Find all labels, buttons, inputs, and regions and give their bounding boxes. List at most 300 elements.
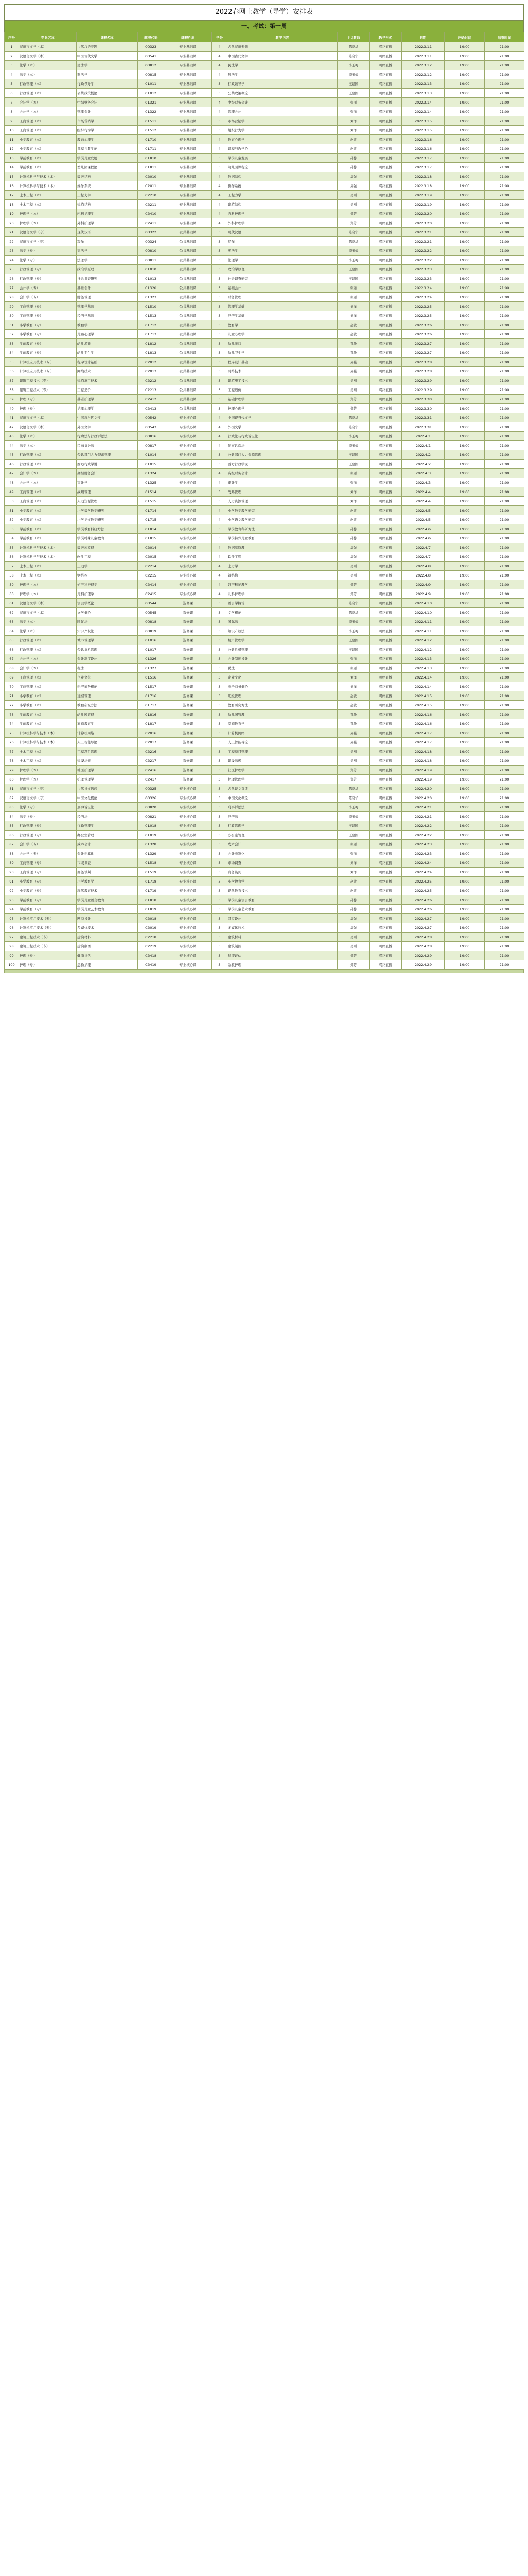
cell-major: 会计学（专）: [19, 283, 77, 293]
table-row: [5, 311, 524, 320]
cell-code: 02416: [138, 766, 164, 775]
cell-index: 45: [5, 450, 19, 460]
cell-credit: 3: [212, 237, 227, 246]
cell-end: 21:00: [485, 89, 524, 98]
cell-credit: 3: [212, 710, 227, 719]
cell-start: 19:00: [445, 747, 485, 756]
cell-mode: 网络直播: [370, 812, 402, 821]
cell-mode: 网络直播: [370, 274, 402, 283]
cell-teacher: 陈晓华: [338, 608, 370, 617]
cell-end: 21:00: [485, 831, 524, 840]
cell-code: 01017: [138, 645, 164, 654]
table-row: [5, 218, 524, 228]
cell-start: 19:00: [445, 831, 485, 840]
cell-code: 01513: [138, 311, 164, 320]
cell-mode: 网络直播: [370, 905, 402, 914]
cell-credit: 3: [212, 79, 227, 89]
cell-end: 21:00: [485, 348, 524, 358]
cell-type: 选修课: [164, 747, 212, 756]
cell-mode: 网络直播: [370, 636, 402, 645]
cell-major: 学前教育（专）: [19, 339, 77, 348]
cell-course: 学前特殊儿童教育: [77, 534, 138, 543]
cell-content: 行政管理学: [227, 821, 338, 831]
cell-content: 基础护理学: [227, 395, 338, 404]
cell-type: 专业核心课: [164, 506, 212, 515]
cell-course: 会计电算化: [77, 849, 138, 858]
cell-teacher: 郑芳: [338, 951, 370, 960]
cell-mode: 网络直播: [370, 506, 402, 515]
cell-end: 21:00: [485, 562, 524, 571]
cell-course: 国际法: [77, 617, 138, 626]
cell-content: 外国文学: [227, 422, 338, 432]
cell-index: 32: [5, 330, 19, 339]
table-row: [5, 497, 524, 506]
cell-mode: 网络直播: [370, 367, 402, 376]
cell-course: 税法: [77, 664, 138, 673]
cell-index: 22: [5, 237, 19, 246]
cell-credit: 4: [212, 52, 227, 61]
cell-mode: 网络直播: [370, 933, 402, 942]
cell-teacher: 王建国: [338, 460, 370, 469]
cell-credit: 3: [212, 766, 227, 775]
table-row: [5, 181, 524, 191]
cell-index: 33: [5, 339, 19, 348]
cell-type: 公共基础课: [164, 330, 212, 339]
cell-mode: 网络直播: [370, 784, 402, 793]
cell-end: 21:00: [485, 552, 524, 562]
cell-mode: 网络直播: [370, 664, 402, 673]
cell-code: 00322: [138, 228, 164, 237]
cell-content: 西方行政学说: [227, 460, 338, 469]
cell-credit: 3: [212, 320, 227, 330]
cell-credit: 3: [212, 89, 227, 98]
cell-course: 西方行政学说: [77, 460, 138, 469]
cell-course: 市场营销学: [77, 116, 138, 126]
cell-content: 知识产权法: [227, 626, 338, 636]
cell-teacher: 陈晓华: [338, 793, 370, 803]
table-row: [5, 385, 524, 395]
cell-start: 19:00: [445, 79, 485, 89]
col-header-date: 日期: [402, 32, 445, 42]
cell-date: 2022.3.19: [402, 200, 445, 209]
cell-code: 02010: [138, 172, 164, 181]
cell-date: 2022.4.17: [402, 738, 445, 747]
cell-course: 建设法规: [77, 756, 138, 766]
cell-course: 儿科护理学: [77, 589, 138, 599]
cell-teacher: 孙静: [338, 163, 370, 172]
cell-start: 19:00: [445, 951, 485, 960]
cell-credit: 4: [212, 181, 227, 191]
cell-start: 19:00: [445, 61, 485, 70]
cell-code: 02412: [138, 395, 164, 404]
cell-teacher: 吴刚: [338, 385, 370, 395]
cell-end: 21:00: [485, 710, 524, 719]
cell-major: 学前教育（本）: [19, 719, 77, 728]
cell-index: 94: [5, 905, 19, 914]
cell-index: 41: [5, 413, 19, 422]
cell-course: 财务管理: [77, 293, 138, 302]
cell-content: 会计电算化: [227, 849, 338, 858]
cell-end: 21:00: [485, 358, 524, 367]
cell-credit: 3: [212, 358, 227, 367]
cell-teacher: 赵敏: [338, 135, 370, 144]
cell-mode: 网络直播: [370, 107, 402, 116]
cell-major: 工商管理（本）: [19, 487, 77, 497]
cell-type: 选修课: [164, 756, 212, 766]
cell-course: 刑事诉讼法: [77, 803, 138, 812]
cell-major: 小学教育（专）: [19, 886, 77, 895]
cell-end: 21:00: [485, 868, 524, 877]
cell-start: 19:00: [445, 144, 485, 154]
cell-content: 文学概论: [227, 608, 338, 617]
cell-content: 经济学基础: [227, 311, 338, 320]
cell-end: 21:00: [485, 691, 524, 701]
cell-type: 公共基础课: [164, 395, 212, 404]
cell-index: 73: [5, 710, 19, 719]
cell-credit: 4: [212, 218, 227, 228]
cell-type: 公共基础课: [164, 311, 212, 320]
cell-date: 2022.4.26: [402, 905, 445, 914]
cell-teacher: 张丽: [338, 840, 370, 849]
cell-teacher: 孙静: [338, 895, 370, 905]
cell-mode: 网络直播: [370, 682, 402, 691]
cell-date: 2022.4.12: [402, 636, 445, 645]
cell-course: 计算机网络: [77, 728, 138, 738]
cell-major: 行政管理（专）: [19, 274, 77, 283]
cell-mode: 网络直播: [370, 330, 402, 339]
cell-credit: 3: [212, 460, 227, 469]
cell-start: 19:00: [445, 413, 485, 422]
cell-index: 93: [5, 895, 19, 905]
cell-index: 2: [5, 52, 19, 61]
cell-teacher: 陈晓华: [338, 413, 370, 422]
cell-date: 2022.4.15: [402, 701, 445, 710]
cell-mode: 网络直播: [370, 524, 402, 534]
cell-content: 办公室管理: [227, 831, 338, 840]
cell-start: 19:00: [445, 793, 485, 803]
cell-major: 护理（专）: [19, 960, 77, 970]
cell-start: 19:00: [445, 756, 485, 766]
cell-credit: 3: [212, 756, 227, 766]
cell-course: 工程力学: [77, 191, 138, 200]
cell-code: 00543: [138, 422, 164, 432]
cell-content: 软件工程: [227, 552, 338, 562]
cell-type: 选修课: [164, 664, 212, 673]
cell-credit: 3: [212, 228, 227, 237]
cell-course: 操作系统: [77, 181, 138, 191]
cell-date: 2022.4.17: [402, 728, 445, 738]
cell-code: 01324: [138, 469, 164, 478]
cell-major: 小学教育（本）: [19, 135, 77, 144]
cell-major: 计算机科学与技术（本）: [19, 738, 77, 747]
cell-type: 专业核心课: [164, 413, 212, 422]
cell-mode: 网络直播: [370, 691, 402, 701]
cell-content: 古代诗文选读: [227, 784, 338, 793]
cell-content: 战略管理: [227, 487, 338, 497]
cell-date: 2022.4.3: [402, 469, 445, 478]
table-row: [5, 664, 524, 673]
cell-content: 宪法学: [227, 246, 338, 256]
cell-content: 建筑制图: [227, 942, 338, 951]
cell-code: 01015: [138, 460, 164, 469]
cell-major: 护理（专）: [19, 395, 77, 404]
cell-date: 2022.3.12: [402, 61, 445, 70]
cell-content: 社会调查研究: [227, 274, 338, 283]
cell-credit: 3: [212, 728, 227, 738]
cell-teacher: 李玉梅: [338, 812, 370, 821]
cell-course: 建筑材料: [77, 933, 138, 942]
cell-type: 专业核心课: [164, 497, 212, 506]
cell-index: 75: [5, 728, 19, 738]
cell-content: 急救护理: [227, 960, 338, 970]
cell-credit: 3: [212, 339, 227, 348]
cell-content: 政治学原理: [227, 265, 338, 274]
cell-index: 35: [5, 358, 19, 367]
cell-start: 19:00: [445, 710, 485, 719]
cell-end: 21:00: [485, 163, 524, 172]
cell-content: 基础会计: [227, 283, 338, 293]
cell-code: 02014: [138, 543, 164, 552]
table-row: [5, 840, 524, 849]
cell-content: 行政领导学: [227, 79, 338, 89]
table-row: [5, 914, 524, 923]
cell-end: 21:00: [485, 673, 524, 682]
cell-index: 37: [5, 376, 19, 385]
cell-major: 土木工程（本）: [19, 571, 77, 580]
cell-course: 行政法与行政诉讼法: [77, 432, 138, 441]
cell-type: 专业基础课: [164, 154, 212, 163]
cell-mode: 网络直播: [370, 237, 402, 246]
cell-course: 妇产科护理学: [77, 580, 138, 589]
cell-date: 2022.3.13: [402, 79, 445, 89]
cell-date: 2022.3.15: [402, 116, 445, 126]
cell-start: 19:00: [445, 960, 485, 970]
cell-code: 00326: [138, 793, 164, 803]
cell-code: 00819: [138, 626, 164, 636]
table-row: [5, 506, 524, 515]
cell-code: 02419: [138, 960, 164, 970]
col-header-course: 课程名称: [77, 32, 138, 42]
cell-date: 2022.3.28: [402, 367, 445, 376]
cell-end: 21:00: [485, 302, 524, 311]
cell-content: 工程力学: [227, 191, 338, 200]
cell-course: 中国现当代文学: [77, 413, 138, 422]
cell-credit: 3: [212, 626, 227, 636]
cell-content: 市场调查: [227, 858, 338, 868]
table-row: [5, 849, 524, 858]
cell-course: 管理学基础: [77, 302, 138, 311]
cell-date: 2022.4.24: [402, 858, 445, 868]
table-row: [5, 728, 524, 738]
cell-start: 19:00: [445, 367, 485, 376]
cell-course: 多媒体技术: [77, 923, 138, 933]
cell-start: 19:00: [445, 803, 485, 812]
cell-teacher: 孙静: [338, 710, 370, 719]
cell-end: 21:00: [485, 942, 524, 951]
cell-mode: 网络直播: [370, 256, 402, 265]
cell-mode: 网络直播: [370, 460, 402, 469]
section-heading: 一、考试：第一周: [4, 20, 524, 32]
cell-major: 护理（专）: [19, 404, 77, 413]
cell-major: 土木工程（本）: [19, 200, 77, 209]
cell-index: 48: [5, 478, 19, 487]
cell-code: 02213: [138, 385, 164, 395]
cell-start: 19:00: [445, 469, 485, 478]
table-row: [5, 172, 524, 181]
cell-end: 21:00: [485, 914, 524, 923]
cell-mode: 网络直播: [370, 135, 402, 144]
cell-index: 55: [5, 543, 19, 552]
cell-content: 刑事诉讼法: [227, 803, 338, 812]
table-row: [5, 478, 524, 487]
cell-code: 01714: [138, 506, 164, 515]
cell-end: 21:00: [485, 52, 524, 61]
cell-course: 中国文化概论: [77, 793, 138, 803]
table-row: [5, 163, 524, 172]
cell-teacher: 周强: [338, 914, 370, 923]
table-row: [5, 691, 524, 701]
cell-credit: 4: [212, 172, 227, 181]
cell-content: 行政法与行政诉讼法: [227, 432, 338, 441]
cell-index: 83: [5, 803, 19, 812]
cell-credit: 4: [212, 589, 227, 599]
cell-type: 公共基础课: [164, 228, 212, 237]
cell-type: 专业核心课: [164, 803, 212, 812]
cell-end: 21:00: [485, 441, 524, 450]
cell-content: 学前教育科研方法: [227, 524, 338, 534]
cell-content: 班级管理: [227, 691, 338, 701]
cell-credit: 4: [212, 552, 227, 562]
cell-credit: 3: [212, 404, 227, 413]
cell-index: 97: [5, 933, 19, 942]
cell-code: 01515: [138, 497, 164, 506]
cell-course: 软件工程: [77, 552, 138, 562]
cell-start: 19:00: [445, 237, 485, 246]
cell-content: 建筑结构: [227, 200, 338, 209]
cell-content: 钢结构: [227, 571, 338, 580]
cell-type: 选修课: [164, 673, 212, 682]
cell-type: 专业核心课: [164, 914, 212, 923]
cell-type: 专业核心课: [164, 951, 212, 960]
cell-index: 79: [5, 766, 19, 775]
cell-course: 城市管理学: [77, 636, 138, 645]
table-row: [5, 608, 524, 617]
cell-code: 00325: [138, 784, 164, 793]
cell-end: 21:00: [485, 571, 524, 580]
cell-code: 02212: [138, 376, 164, 385]
cell-index: 72: [5, 701, 19, 710]
cell-major: 汉语言文学（专）: [19, 228, 77, 237]
cell-end: 21:00: [485, 738, 524, 747]
cell-major: 法学（本）: [19, 441, 77, 450]
table-row: [5, 487, 524, 497]
cell-date: 2022.4.5: [402, 506, 445, 515]
cell-teacher: 孙静: [338, 534, 370, 543]
cell-content: 国际法: [227, 617, 338, 626]
cell-mode: 网络直播: [370, 849, 402, 858]
cell-teacher: 周强: [338, 728, 370, 738]
cell-content: 商务谈判: [227, 868, 338, 877]
cell-date: 2022.4.21: [402, 803, 445, 812]
table-row: [5, 339, 524, 348]
cell-credit: 3: [212, 154, 227, 163]
cell-course: 市场调查: [77, 858, 138, 868]
cell-teacher: 张丽: [338, 654, 370, 664]
cell-mode: 网络直播: [370, 654, 402, 664]
cell-code: 01817: [138, 719, 164, 728]
cell-code: 01517: [138, 682, 164, 691]
cell-course: 公共政策概论: [77, 89, 138, 98]
cell-mode: 网络直播: [370, 42, 402, 52]
cell-major: 学前教育（本）: [19, 534, 77, 543]
cell-code: 02410: [138, 209, 164, 218]
cell-start: 19:00: [445, 432, 485, 441]
cell-content: 公共部门人力资源管理: [227, 450, 338, 460]
cell-teacher: 赵敏: [338, 144, 370, 154]
cell-code: 01516: [138, 673, 164, 682]
cell-teacher: 吴刚: [338, 756, 370, 766]
cell-end: 21:00: [485, 515, 524, 524]
cell-date: 2022.4.8: [402, 562, 445, 571]
cell-credit: 3: [212, 784, 227, 793]
cell-course: 建筑施工技术: [77, 376, 138, 385]
cell-content: 小学数学教学研究: [227, 506, 338, 515]
cell-code: 01812: [138, 339, 164, 348]
cell-credit: 3: [212, 367, 227, 376]
cell-type: 公共基础课: [164, 274, 212, 283]
cell-major: 计算机应用技术（专）: [19, 923, 77, 933]
cell-credit: 4: [212, 515, 227, 524]
cell-course: 公共部门人力资源管理: [77, 450, 138, 460]
cell-index: 67: [5, 654, 19, 664]
cell-course: 幼儿游戏: [77, 339, 138, 348]
table-row: [5, 274, 524, 283]
cell-end: 21:00: [485, 469, 524, 478]
cell-start: 19:00: [445, 933, 485, 942]
cell-teacher: 孙静: [338, 154, 370, 163]
cell-start: 19:00: [445, 682, 485, 691]
table-row: [5, 923, 524, 933]
cell-mode: 网络直播: [370, 154, 402, 163]
cell-major: 工商管理（本）: [19, 116, 77, 126]
table-row: [5, 330, 524, 339]
cell-credit: 3: [212, 163, 227, 172]
cell-major: 行政管理（专）: [19, 821, 77, 831]
table-row: [5, 126, 524, 135]
cell-date: 2022.3.27: [402, 348, 445, 358]
cell-end: 21:00: [485, 784, 524, 793]
table-row: [5, 673, 524, 682]
cell-index: 12: [5, 144, 19, 154]
cell-mode: 网络直播: [370, 478, 402, 487]
cell-type: 专业核心课: [164, 793, 212, 803]
cell-course: 学前儿童发展: [77, 154, 138, 163]
cell-mode: 网络直播: [370, 283, 402, 293]
cell-end: 21:00: [485, 172, 524, 181]
cell-code: 01325: [138, 478, 164, 487]
cell-content: 学前儿童艺术教育: [227, 905, 338, 914]
cell-credit: 3: [212, 793, 227, 803]
table-row: [5, 61, 524, 70]
cell-index: 52: [5, 515, 19, 524]
cell-index: 50: [5, 497, 19, 506]
cell-start: 19:00: [445, 626, 485, 636]
cell-start: 19:00: [445, 246, 485, 256]
cell-content: 学前特殊儿童教育: [227, 534, 338, 543]
cell-credit: 4: [212, 107, 227, 116]
table-row: [5, 348, 524, 358]
cell-major: 会计学（本）: [19, 654, 77, 664]
